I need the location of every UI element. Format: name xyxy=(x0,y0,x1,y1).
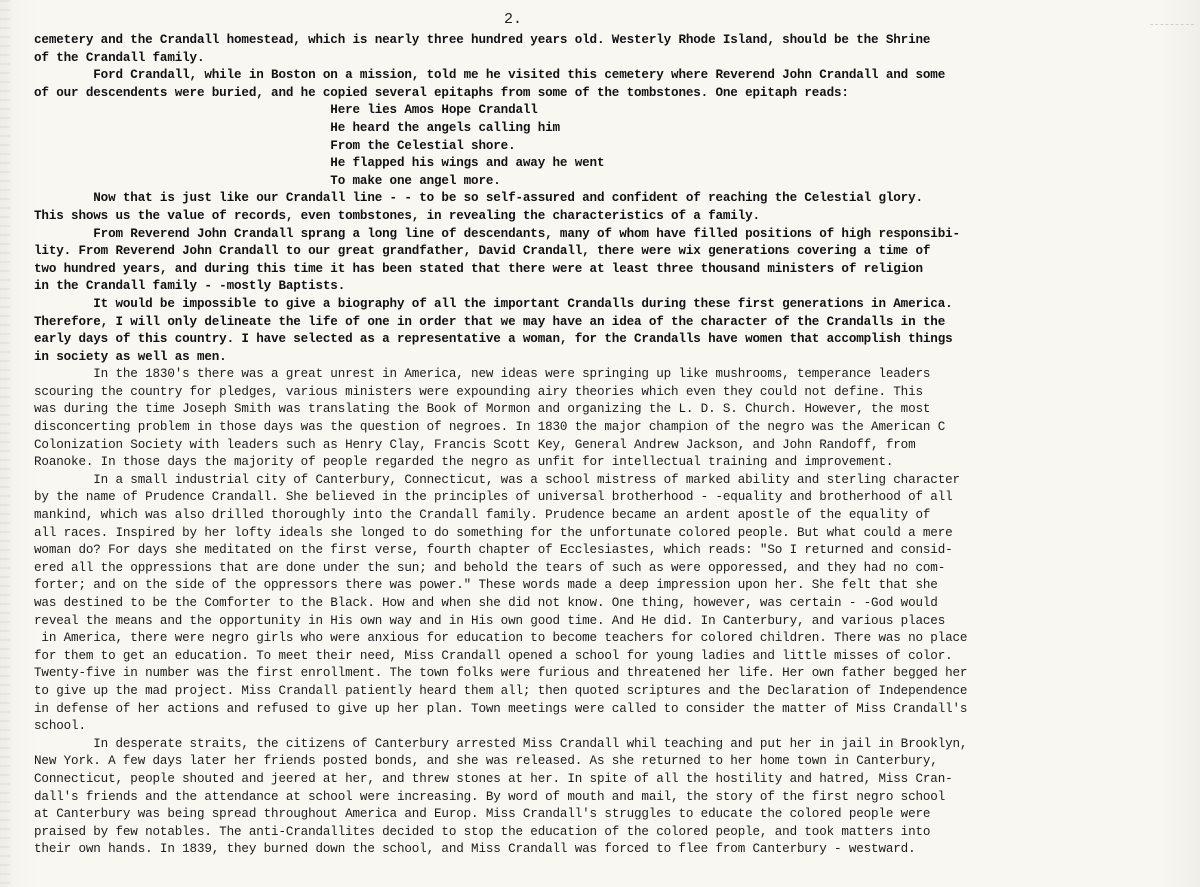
text-line: to give up the mad project. Miss Crandall patiently heard them all; then quoted scriptures and the Declaration of Independence xyxy=(34,683,968,698)
text-line: early days of this country. I have selected as a representative a woman, for the Crandalls have women that accomplish things xyxy=(34,332,953,347)
text-line: their own hands. In 1839, they burned down the school, and Miss Crandall was forced to flee from Canterbury - westward. xyxy=(34,842,916,857)
text-line: all races. Inspired by her lofty ideals she longed to do something for the unfortunate colored people. But what could a mere xyxy=(34,525,953,540)
text-line: cemetery and the Crandall homestead, which is nearly three hundred years old. Westerly Rhode Island, should be the Shrine xyxy=(34,33,931,47)
scan-corner-mark xyxy=(1150,0,1194,25)
text-line: Therefore, I will only delineate the life of one in order that we may have an idea of the character of the Crandalls in the xyxy=(34,314,946,329)
text-line: woman do? For days she meditated on the first verse, fourth chapter of Ecclesiastes, which reads: "So I returned and consid- xyxy=(34,543,953,558)
text-line: by the name of Prudence Crandall. She believed in the principles of universal brotherhood - -equality and brotherhood of all xyxy=(34,490,953,505)
scan-edge xyxy=(0,0,10,887)
text-line: From Reverend John Crandall sprang a long line of descendants, many of whom have filled positions of high responsibi- xyxy=(34,226,960,241)
text-line: of the Crandall family. xyxy=(34,50,205,65)
text-line: This shows us the value of records, even tombstones, in revealing the characteristics of a family. xyxy=(34,208,760,223)
text-line: in America, there were negro girls who were anxious for education to become teachers for colored children. There was no place xyxy=(34,631,968,646)
text-line: To make one angel more. xyxy=(34,173,501,188)
text-line: From the Celestial shore. xyxy=(34,138,516,153)
text-line: for them to get an education. To meet their need, Miss Crandall opened a school for young ladies and little misses of color. xyxy=(34,648,953,663)
text-line: He heard the angels calling him xyxy=(34,120,560,135)
text-line: in society as well as men. xyxy=(34,349,227,364)
text-line: He flapped his wings and away he went xyxy=(34,156,605,171)
text-line: was during the time Joseph Smith was translating the Book of Mormon and organizing the L. D. S. Church. However, the most xyxy=(34,402,931,417)
text-line: praised by few notables. The anti-Crandallites decided to stop the education of the colored people, and took matters into xyxy=(34,824,931,839)
text-line: school. xyxy=(34,719,86,734)
text-line: In a small industrial city of Canterbury, Connecticut, was a school mistress of marked ability and sterling character xyxy=(34,472,960,487)
text-line: In desperate straits, the citizens of Canterbury arrested Miss Crandall whil teaching and put her in jail in Brooklyn, xyxy=(34,736,968,751)
text-line: reveal the means and the opportunity in His own way and in His own good time. And He did. In Canterbury, and various places xyxy=(34,613,946,628)
text-line: Here lies Amos Hope Crandall xyxy=(34,103,538,118)
text-line: mankind, which was also drilled thoroughly into the Crandall family. Prudence became an ardent apostle of the equality of xyxy=(34,508,931,523)
text-line: ered all the oppressions that are done under the sun; and behold the tears of such as were opporessed, and they had no com- xyxy=(34,560,946,575)
text-line: at Canterbury was being spread throughout America and Europ. Miss Crandall's struggles to educate the colored people were xyxy=(34,807,931,822)
text-line: dall's friends and the attendance at school were increasing. By word of mouth and mail, the story of the first negro school xyxy=(34,789,946,804)
text-line: Twenty-five in number was the first enrollment. The town folks were furious and threatened her life. Her own father begged her xyxy=(34,666,968,681)
text-line: Ford Crandall, while in Boston on a mission, told me he visited this cemetery where Reverend John Crandall and some xyxy=(34,68,946,83)
text-line: two hundred years, and during this time it has been stated that there were at least three thousand ministers of religion xyxy=(34,261,923,276)
text-line: Now that is just like our Crandall line - - to be so self-assured and confident of reaching the Celestial glory. xyxy=(34,191,923,206)
text-line: Colonization Society with leaders such as Henry Clay, Francis Scott Key, General Andrew Jackson, and John Randoff, from xyxy=(34,437,916,452)
text-line: lity. From Reverend John Crandall to our great grandfather, David Crandall, there were wix generations covering a time of xyxy=(34,244,931,259)
text-line: of our descendents were buried, and he copied several epitaphs from some of the tombstones. One epitaph reads: xyxy=(34,85,849,100)
text-line: Connecticut, people shouted and jeered at her, and threw stones at her. In spite of all the hostility and hatred, Miss Cran- xyxy=(34,771,953,786)
body-text xyxy=(34,32,1184,859)
text-line: scouring the country for pledges, various ministers were expounding airy theories which even they could not define. This xyxy=(34,384,923,399)
text-line: In the 1830's there was a great unrest in America, new ideas were springing up like mushrooms, temperance leaders xyxy=(34,367,931,382)
text-line: in the Crandall family - -mostly Baptists. xyxy=(34,279,346,294)
text-line: in defense of her actions and refused to give up her plan. Town meetings were called to consider the matter of Miss Crandall's xyxy=(34,701,968,716)
text-line: Roanoke. In those days the majority of people regarded the negro as unfit for intellectual training and improvement. xyxy=(34,455,894,470)
text-line: New York. A few days later her friends posted bonds, and she was released. As she returned to her home town in Canterbury, xyxy=(34,754,938,769)
text-line: was destined to be the Comforter to the Black. How and when she did not know. One thing, however, was certain - -God would xyxy=(34,596,938,610)
page-number: 2. xyxy=(504,11,523,28)
text-line: disconcerting problem in those days was the question of negroes. In 1830 the major champion of the negro was the American C xyxy=(34,420,946,435)
text-line: It would be impossible to give a biography of all the important Crandalls during these first generations in America. xyxy=(34,296,953,311)
text-line: forter; and on the side of the oppressors there was power." These words made a deep impression upon her. She felt that she xyxy=(34,578,938,593)
